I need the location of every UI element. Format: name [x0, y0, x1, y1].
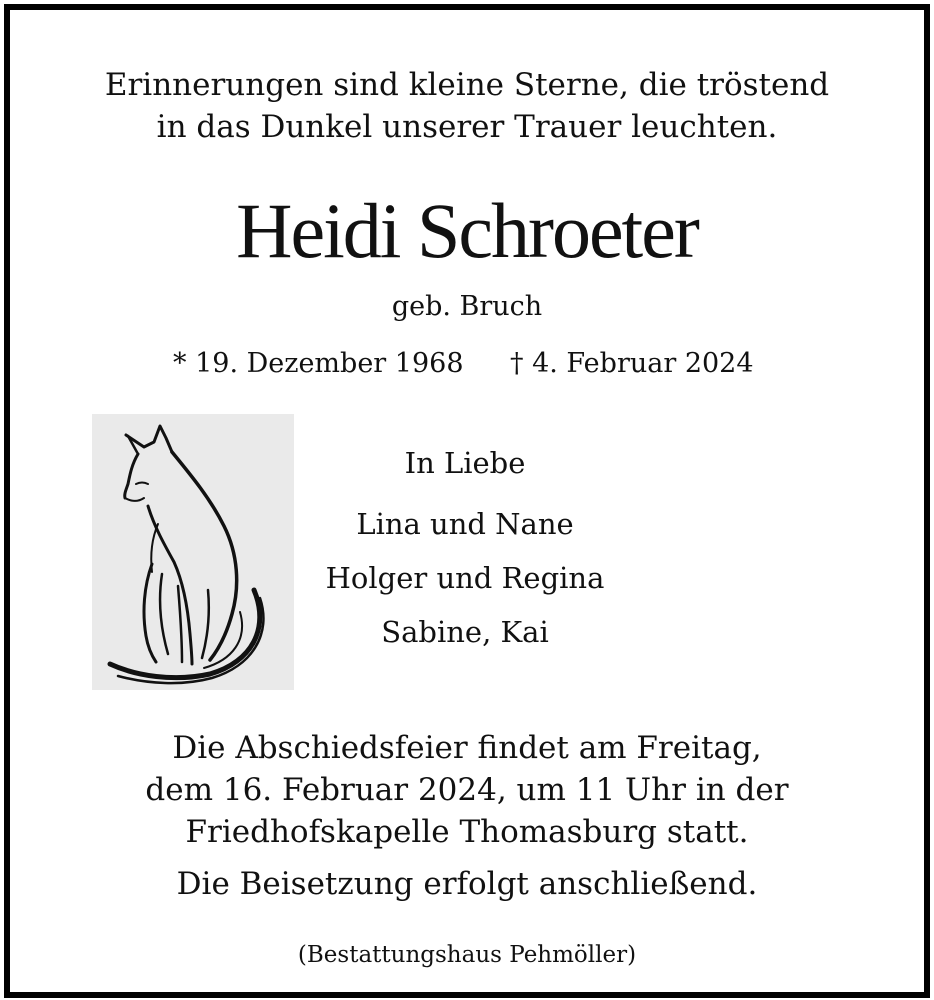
- mourners-intro: In Liebe: [404, 446, 526, 480]
- funeral-home: (Bestattungshaus Pehmöller): [297, 942, 637, 968]
- ceremony-line-2: dem 16. Februar 2024, um 11 Uhr in der: [145, 772, 789, 808]
- death-date: † 4. Februar 2024: [510, 348, 754, 379]
- quote-line-1: Erinnerungen sind kleine Sterne, die tröstend: [104, 67, 830, 103]
- mourner-line-1: Lina und Nane: [356, 507, 574, 541]
- ceremony-line-1: Die Abschiedsfeier findet am Freitag,: [172, 730, 762, 766]
- cat-silhouette-icon: [92, 414, 294, 690]
- cat-image: [92, 414, 294, 690]
- burial-line: Die Beisetzung erfolgt anschließend.: [176, 866, 758, 902]
- quote-line-2: in das Dunkel unserer Trauer leuchten.: [156, 109, 778, 145]
- mourner-line-3: Sabine, Kai: [381, 615, 549, 649]
- mourner-line-2: Holger und Regina: [325, 561, 605, 595]
- deceased-name: Heidi Schroeter: [236, 187, 698, 274]
- ceremony-line-3: Friedhofskapelle Thomasburg statt.: [185, 814, 749, 850]
- birth-date: * 19. Dezember 1968: [173, 348, 464, 379]
- maiden-name: geb. Bruch: [391, 291, 543, 322]
